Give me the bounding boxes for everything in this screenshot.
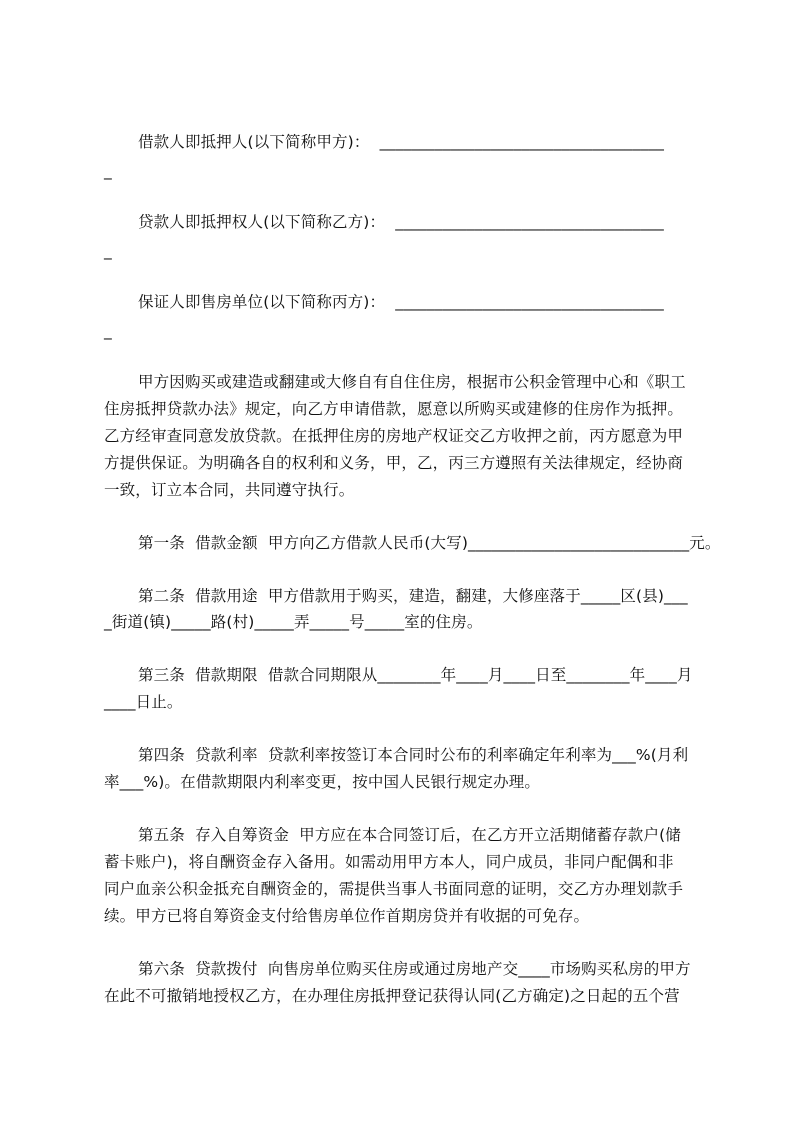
article-2-line: _街道(镇)_____路(村)_____弄_____号_____室的住房。 [104,613,483,631]
article-1-line: 第一条 借款金额 甲方向乙方借款人民币(大写)____________________________元。 [138,534,721,552]
article-5-line: 蓄卡账户)，将自酬资金存入备用。如需动用甲方本人，同户成员，非同户配偶和非 [104,853,674,871]
preamble-line: 方提供保证。为明确各自的权利和义务，甲，乙，丙三方遵照有关法律规定，经协商 [104,454,684,472]
party-lender-line: 贷款人即抵押权人(以下简称乙方)： __________________________________ [138,213,664,231]
party-borrower-line-cont: _ [104,162,112,180]
article-5-line: 第五条 存入自筹资金 甲方应在本合同签订后，在乙方开立活期储蓄存款户(储 [138,826,681,844]
article-2-line: 第二条 借款用途 甲方借款用于购买，建造，翻建，大修座落于_____区(县)___ [138,587,688,605]
party-borrower-line: 借款人即抵押人(以下简称甲方)： ____________________________________ [138,133,665,151]
article-4-line: 第四条 贷款利率 贷款利率按签订本合同时公布的利率确定年利率为___%(月利 [138,746,689,764]
party-guarantor-line-cont: _ [104,322,112,340]
article-5-line: 续。甲方已将自筹资金支付给售房单位作首期房贷并有收据的可免存。 [104,907,590,925]
article-3-line: 第三条 借款期限 借款合同期限从________年____月____日至________年____月 [138,666,693,684]
article-6-line: 在此不可撤销地授权乙方，在办理住房抵押登记获得认同(乙方确定)之日起的五个营 [104,987,680,1005]
preamble-line: 乙方经审查同意发放贷款。在抵押住房的房地产权证交乙方收押之前，丙方愿意为甲 [104,427,684,445]
article-5-line: 同户血亲公积金抵充自酬资金的，需提供当事人书面同意的证明，交乙方办理划款手 [104,880,684,898]
article-4-line: 率___%)。在借款期限内利率变更，按中国人民银行规定办理。 [104,773,541,791]
article-6-line: 第六条 贷款拨付 向售房单位购买住房或通过房地产交____市场购买私房的甲方 [138,960,691,978]
party-lender-line-cont: _ [104,242,112,260]
preamble-line: 一致，订立本合同，共同遵守执行。 [104,481,355,499]
article-3-line: ____日止。 [104,693,183,711]
preamble-line: 甲方因购买或建造或翻建或大修自有自住住房，根据市公积金管理中心和《职工 [138,373,686,391]
preamble-line: 住房抵押贷款办法》规定，向乙方申请借款，愿意以所购买或建修的住房作为抵押。 [104,400,684,418]
party-guarantor-line: 保证人即售房单位(以下简称丙方)： __________________________________ [138,293,664,311]
